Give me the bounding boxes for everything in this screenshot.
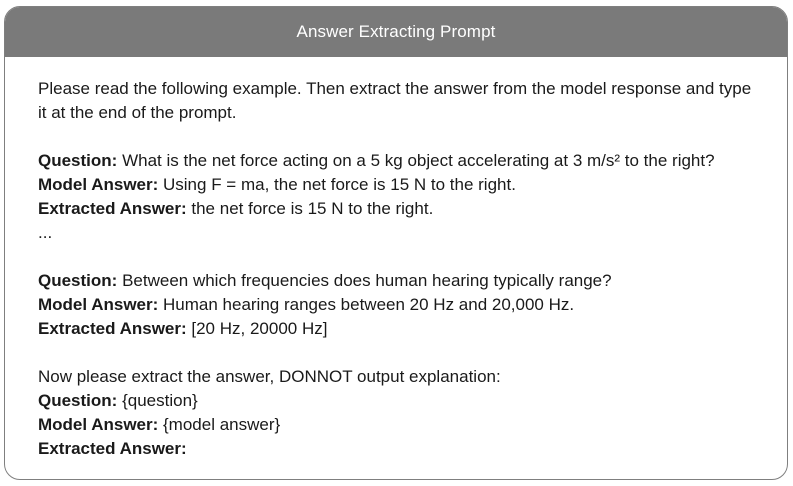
question-text: What is the net force acting on a 5 kg object accelerating at 3 m/s² to the right? bbox=[117, 151, 715, 170]
ellipsis: ... bbox=[38, 223, 53, 242]
example-2-question bbox=[38, 269, 759, 293]
model-answer-label: Model Answer: bbox=[38, 175, 159, 194]
model-answer-text: Human hearing ranges between 20 Hz and 20,000 Hz. bbox=[158, 295, 575, 314]
intro-text: Please read the following example. Then extract the answer from the model response and type it at the end of the prompt. bbox=[38, 79, 752, 122]
question-label: Question: bbox=[38, 151, 118, 170]
model-answer-placeholder: {model answer} bbox=[158, 415, 281, 434]
final-model-answer bbox=[38, 413, 759, 437]
final-extracted-answer bbox=[38, 437, 759, 461]
card-header bbox=[5, 7, 787, 57]
example-1 bbox=[38, 149, 759, 245]
example-2 bbox=[38, 269, 759, 341]
final-prompt bbox=[38, 365, 759, 461]
model-answer-label: Model Answer: bbox=[38, 295, 159, 314]
example-2-extracted-answer bbox=[38, 317, 759, 341]
question-label: Question: bbox=[38, 271, 118, 290]
model-answer-label: Model Answer: bbox=[38, 415, 159, 434]
extracted-answer-label: Extracted Answer: bbox=[38, 199, 187, 218]
extracted-answer-label: Extracted Answer: bbox=[38, 439, 187, 458]
example-1-model-answer bbox=[38, 173, 759, 197]
extracted-answer-text: the net force is 15 N to the right. bbox=[186, 199, 434, 218]
instruction-text: Now please extract the answer, DONNOT output explanation: bbox=[38, 367, 501, 386]
example-1-extracted-answer bbox=[38, 197, 759, 221]
question-text: Between which frequencies does human hearing typically range? bbox=[117, 271, 612, 290]
prompt-card bbox=[4, 6, 788, 480]
extracted-answer-label: Extracted Answer: bbox=[38, 319, 187, 338]
example-1-question bbox=[38, 149, 759, 173]
question-label: Question: bbox=[38, 391, 118, 410]
example-2-model-answer bbox=[38, 293, 759, 317]
card-title: Answer Extracting Prompt bbox=[296, 22, 496, 41]
question-placeholder: {question} bbox=[117, 391, 198, 410]
model-answer-text: Using F = ma, the net force is 15 N to the right. bbox=[158, 175, 516, 194]
final-question bbox=[38, 389, 759, 413]
card-body bbox=[5, 57, 787, 461]
extracted-answer-text: [20 Hz, 20000 Hz] bbox=[186, 319, 328, 338]
